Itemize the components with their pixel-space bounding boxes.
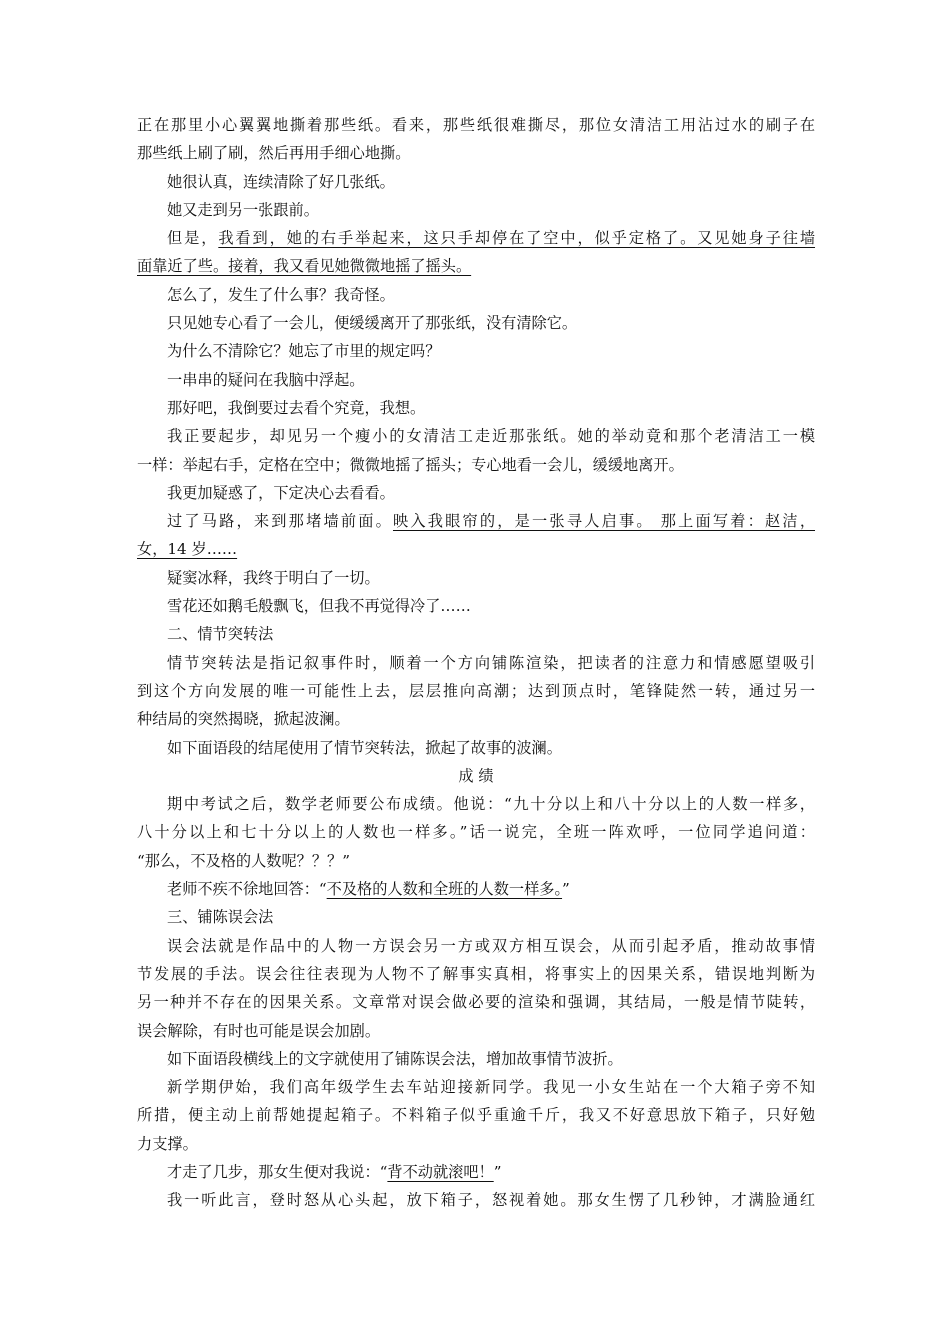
text-line: 另一种并不存在的因果关系。文章常对误会做必要的渲染和强调，其结局，一般是情节陡转， <box>137 993 815 1012</box>
text-line <box>137 535 815 563</box>
text-line <box>137 252 815 280</box>
underlined-text: 不及格的人数和全班的人数一样多。 <box>326 880 563 899</box>
text-line: 所措，便主动上前帮她提起箱子。不料箱子似乎重逾千斤，我又不好意思放下箱子，只好勉 <box>137 1106 815 1125</box>
text-line: 到这个方向发展的唯一可能性上去，层层推向高潮；达到顶点时，笔锋陡然一转，通过另一 <box>137 681 815 700</box>
text-line: 八十分以上和七十分以上的人数也一样多。”话一说完，全班一阵欢呼，一位同学追问道： <box>137 823 815 842</box>
text-line: 我更加疑惑了，下定决心去看看。 <box>167 483 395 502</box>
text-line: 误会法就是作品中的人物一方误会另一方或双方相互误会，从而引起矛盾，推动故事情 <box>167 936 815 955</box>
text-line: 力支撑。 <box>137 1134 198 1153</box>
text-line <box>137 224 815 252</box>
text-line: “那么，不及格的人数呢？？？” <box>137 851 350 870</box>
text-line: 那些纸上刷了刷，然后再用手细心地撕。 <box>137 144 411 163</box>
section-title: 成 绩 <box>458 766 494 785</box>
underlined-text: 面靠近了些。接着，我又看见她微微地摇了摇头。 <box>137 257 472 276</box>
text-line: 那好吧，我倒要过去看个究竟，我想。 <box>167 398 426 417</box>
text-line: 误会解除，有时也可能是误会加剧。 <box>137 1021 380 1040</box>
text-line: 新学期伊始，我们高年级学生去车站迎接新同学。我见一小女生站在一个大箱子旁不知 <box>167 1078 815 1097</box>
underlined-text: 女，14 岁…… <box>137 540 238 559</box>
text-line: 节发展的手法。误会往往表现为人物不了解事实真相，将事实上的因果关系，错误地判断为 <box>137 964 815 983</box>
text-line: 疑窦冰释，我终于明白了一切。 <box>167 568 380 587</box>
underlined-text: 背不动就滚吧！ <box>387 1162 494 1181</box>
text-line: 正在那里小心翼翼地撕着那些纸。看来，那些纸很难撕尽，那位女清洁工用沾过水的刷子在 <box>137 116 815 134</box>
text-line: 情节突转法是指记叙事件时，顺着一个方向铺陈渲染，把读者的注意力和情感愿望吸引 <box>167 653 815 672</box>
text-segment: 但是， <box>167 229 219 248</box>
text-line: 一样：举起右手，定格在空中；微微地摇了摇头；专心地看一会儿，缓缓地离开。 <box>137 455 684 474</box>
text-line: 期中考试之后，数学老师要公布成绩。他说：“九十分以上和八十分以上的人数一样多， <box>167 795 815 814</box>
text-line: 三、铺陈误会法 <box>167 908 274 927</box>
document-body <box>137 111 815 1215</box>
underlined-text: 映入我眼帘的，是一张寻人启事。 那上面写着：赵洁， <box>392 512 816 531</box>
text-line <box>137 875 815 903</box>
text-line <box>137 1158 815 1186</box>
text-line: 她又走到另一张跟前。 <box>167 200 319 219</box>
underlined-text: 我看到，她的右手举起来，这只手却停在了空中，似乎定格了。又见她身子往墙 <box>218 229 816 248</box>
text-line <box>137 507 815 535</box>
text-segment: ” <box>562 880 570 899</box>
text-line: 种结局的突然揭晓，掀起波澜。 <box>137 710 350 729</box>
text-segment: 才走了几步，那女生便对我说：“ <box>167 1162 388 1181</box>
text-line: 一串串的疑问在我脑中浮起。 <box>167 370 365 389</box>
text-line: 她很认真，连续清除了好几张纸。 <box>167 172 395 191</box>
text-line: 如下面语段的结尾使用了情节突转法，掀起了故事的波澜。 <box>167 738 562 757</box>
text-line: 只见她专心看了一会儿，便缓缓离开了那张纸，没有清除它。 <box>167 314 578 333</box>
text-line: 如下面语段横线上的文字就使用了铺陈误会法，增加故事情节波折。 <box>167 1049 623 1068</box>
text-line: 怎么了，发生了什么事？我奇怪。 <box>167 285 395 304</box>
text-line: 为什么不清除它？她忘了市里的规定吗？ <box>167 342 441 361</box>
text-line: 二、情节突转法 <box>167 625 274 644</box>
text-segment: ” <box>493 1162 502 1181</box>
text-segment: 老师不疾不徐地回答：“ <box>167 880 327 899</box>
text-line: 雪花还如鹅毛般飘飞，但我不再觉得冷了…… <box>167 597 471 616</box>
text-line: 我正要起步，却见另一个瘦小的女清洁工走近那张纸。她的举动竟和那个老清洁工一模 <box>167 427 815 446</box>
text-line: 我一听此言，登时怒从心头起，放下箱子，怒视着她。那女生愣了几秒钟，才满脸通红 <box>167 1191 815 1210</box>
text-segment: 过了马路，来到那堵墙前面。 <box>167 512 393 531</box>
